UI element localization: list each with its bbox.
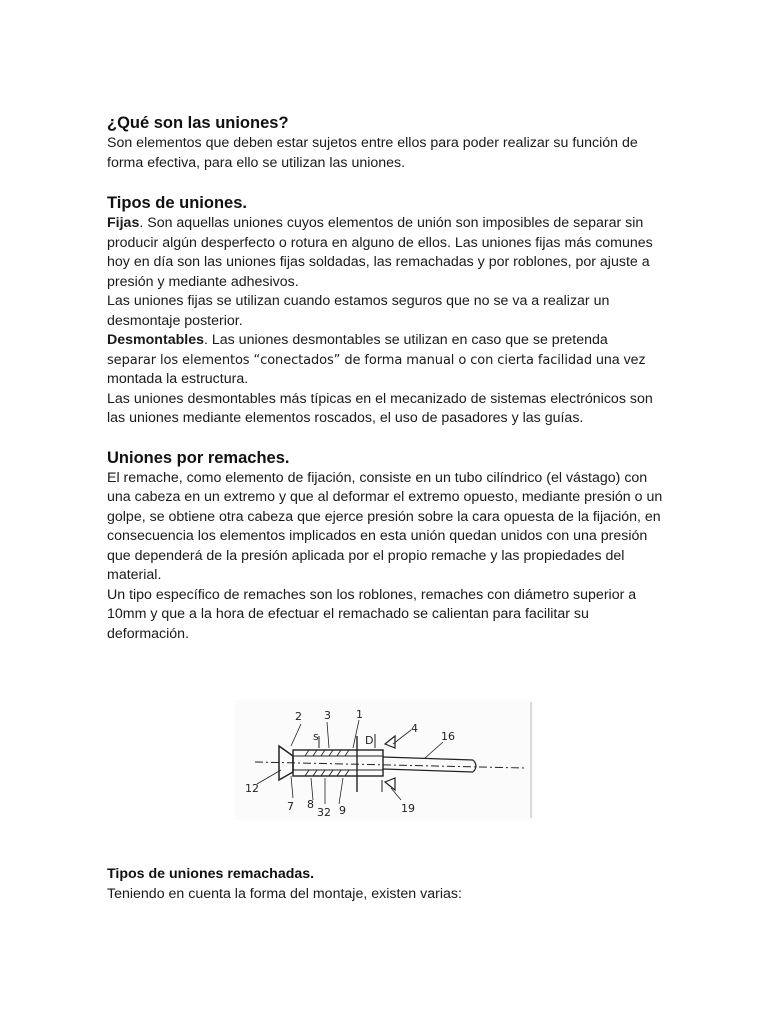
- rivet-drawing: [235, 700, 533, 820]
- paragraph-roblones: Un tipo específico de remaches son los roblones, remaches con diámetro superior a 10mm y que a la hora de efectuar el remachado se calientan para facilitar su deformación.: [107, 586, 637, 642]
- label-7: 7: [287, 800, 294, 813]
- desmontables-text-c: una vez montada la estructura.: [107, 351, 646, 387]
- label-2: 2: [295, 710, 302, 723]
- section-tipos-remachadas: [107, 865, 667, 904]
- paragraph-desmontables-tipicas: Las uniones desmontables más típicas en el mecanizado de sistemas electrónicos son las uniones mediante elementos roscados, el uso de pasadores y las guías.: [107, 390, 653, 426]
- label-9: 9: [339, 804, 346, 817]
- label-4: 4: [411, 722, 418, 735]
- term-desmontables: Desmontables: [107, 332, 204, 348]
- paragraph-desmontables: [107, 331, 667, 390]
- heading-uniones-remaches: Uniones por remaches.: [107, 448, 290, 467]
- desmontables-text-b: separar los elementos “conectados” de forma manual o con cierta facilidad: [107, 352, 593, 368]
- label-s: s: [313, 730, 319, 743]
- label-3: 3: [324, 709, 331, 722]
- label-D: D: [365, 734, 374, 747]
- label-19: 19: [401, 802, 415, 815]
- document-body: [107, 112, 667, 644]
- heading-tipos-uniones: Tipos de uniones.: [107, 194, 247, 212]
- label-1: 1: [356, 708, 363, 721]
- heading-tipos-remachadas: Tipos de uniones remachadas.: [107, 866, 315, 882]
- paragraph-remache: El remache, como elemento de fijación, consiste en un tubo cilíndrico (el vástago) con una cabeza en un extremo y que al deformar el extremo opuesto, mediante presión o un golpe, se obtiene otra cabeza que ejerce presión sobre la cara opuesta de la fijación, en consecuencia los elementos implicados en esta unión quedan unidos con una presión que dependerá de la presión aplicada por el propio remache y las propiedades del material.: [107, 469, 663, 583]
- label-32: 32: [317, 806, 331, 819]
- fijas-text: . Son aquellas uniones cuyos elementos de unión son imposibles de separar sin producir algún desperfecto o rotura en alguno de ellos. Las uniones fijas más comunes hoy en día son las uniones fijas soldadas, las remachadas y por roblones, por ajuste a presión y mediante adhesivos.: [107, 215, 653, 290]
- label-12: 12: [245, 782, 259, 795]
- paragraph-montaje: Teniendo en cuenta la forma del montaje, existen varias:: [107, 885, 462, 902]
- paragraph-fijas-uso: Las uniones fijas se utilizan cuando estamos seguros que no se va a realizar un desmontaje posterior.: [107, 293, 610, 329]
- rivet-diagram: [235, 700, 533, 820]
- term-fijas: Fijas: [107, 215, 140, 231]
- paragraph-definicion: Son elementos que deben estar sujetos entre ellos para poder realizar su función de forma efectiva, para ello se utilizan las uniones.: [107, 135, 638, 171]
- label-16: 16: [441, 730, 455, 743]
- heading-que-son-uniones: ¿Qué son las uniones?: [107, 114, 289, 132]
- label-8: 8: [307, 798, 314, 811]
- paragraph-fijas: [107, 214, 667, 292]
- desmontables-text-a: . Las uniones desmontables se utilizan en caso que se pretenda: [203, 332, 608, 348]
